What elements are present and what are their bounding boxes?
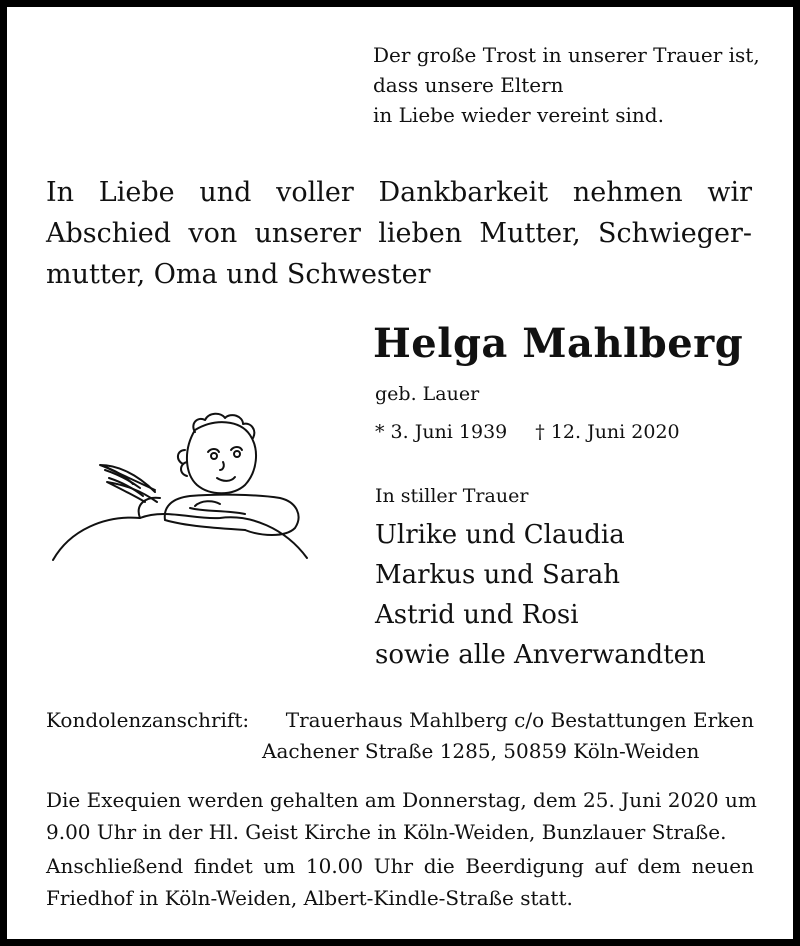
burial-text xyxy=(46,850,754,914)
mourner-item: Ulrike und Claudia xyxy=(375,520,625,550)
mourners-label: In stiller Trauer xyxy=(375,485,529,507)
condolence-line: Trauerhaus Mahlberg c/o Bestattungen Erken xyxy=(285,708,754,732)
quote-line: Der große Trost in unserer Trauer ist, xyxy=(373,43,760,67)
condolence-address xyxy=(46,708,754,732)
burial-line: Friedhof in Köln-Weiden, Albert-Kindle-Straße statt. xyxy=(46,886,573,910)
condolence-label: Kondolenzanschrift: xyxy=(46,708,250,732)
mourner-item: Astrid und Rosi xyxy=(375,600,579,630)
intro-line: mutter, Oma und Schwester xyxy=(46,259,431,290)
exequies-line: Die Exequien werden gehalten am Donnerstag, dem 25. Juni 2020 um xyxy=(46,788,757,812)
life-dates xyxy=(375,421,680,443)
burial-line: Anschließend findet um 10.00 Uhr die Beerdigung auf dem neuen xyxy=(46,854,754,878)
mourners-list xyxy=(375,515,706,675)
intro-line: Abschied von unserer lieben Mutter, Schwieger- xyxy=(46,218,752,249)
intro-text xyxy=(46,172,752,295)
death-date: † 12. Juni 2020 xyxy=(535,421,680,443)
exequies-line: 9.00 Uhr in der Hl. Geist Kirche in Köln-Weiden, Bunzlauer Straße. xyxy=(46,820,727,844)
cherub-illustration-icon xyxy=(45,410,315,580)
quote-line: dass unsere Eltern xyxy=(373,73,564,97)
maiden-name: geb. Lauer xyxy=(375,383,480,405)
quote-block xyxy=(373,40,760,130)
mourner-item: sowie alle Anverwandten xyxy=(375,640,706,670)
quote-line: in Liebe wieder vereint sind. xyxy=(373,103,664,127)
birth-date: * 3. Juni 1939 xyxy=(375,421,508,443)
mourner-item: Markus und Sarah xyxy=(375,560,621,590)
intro-line: In Liebe und voller Dankbarkeit nehmen wir xyxy=(46,177,752,208)
exequies-text xyxy=(46,784,757,848)
condolence-line: Aachener Straße 1285, 50859 Köln-Weiden xyxy=(262,739,700,763)
deceased-name: Helga Mahlberg xyxy=(373,320,744,367)
